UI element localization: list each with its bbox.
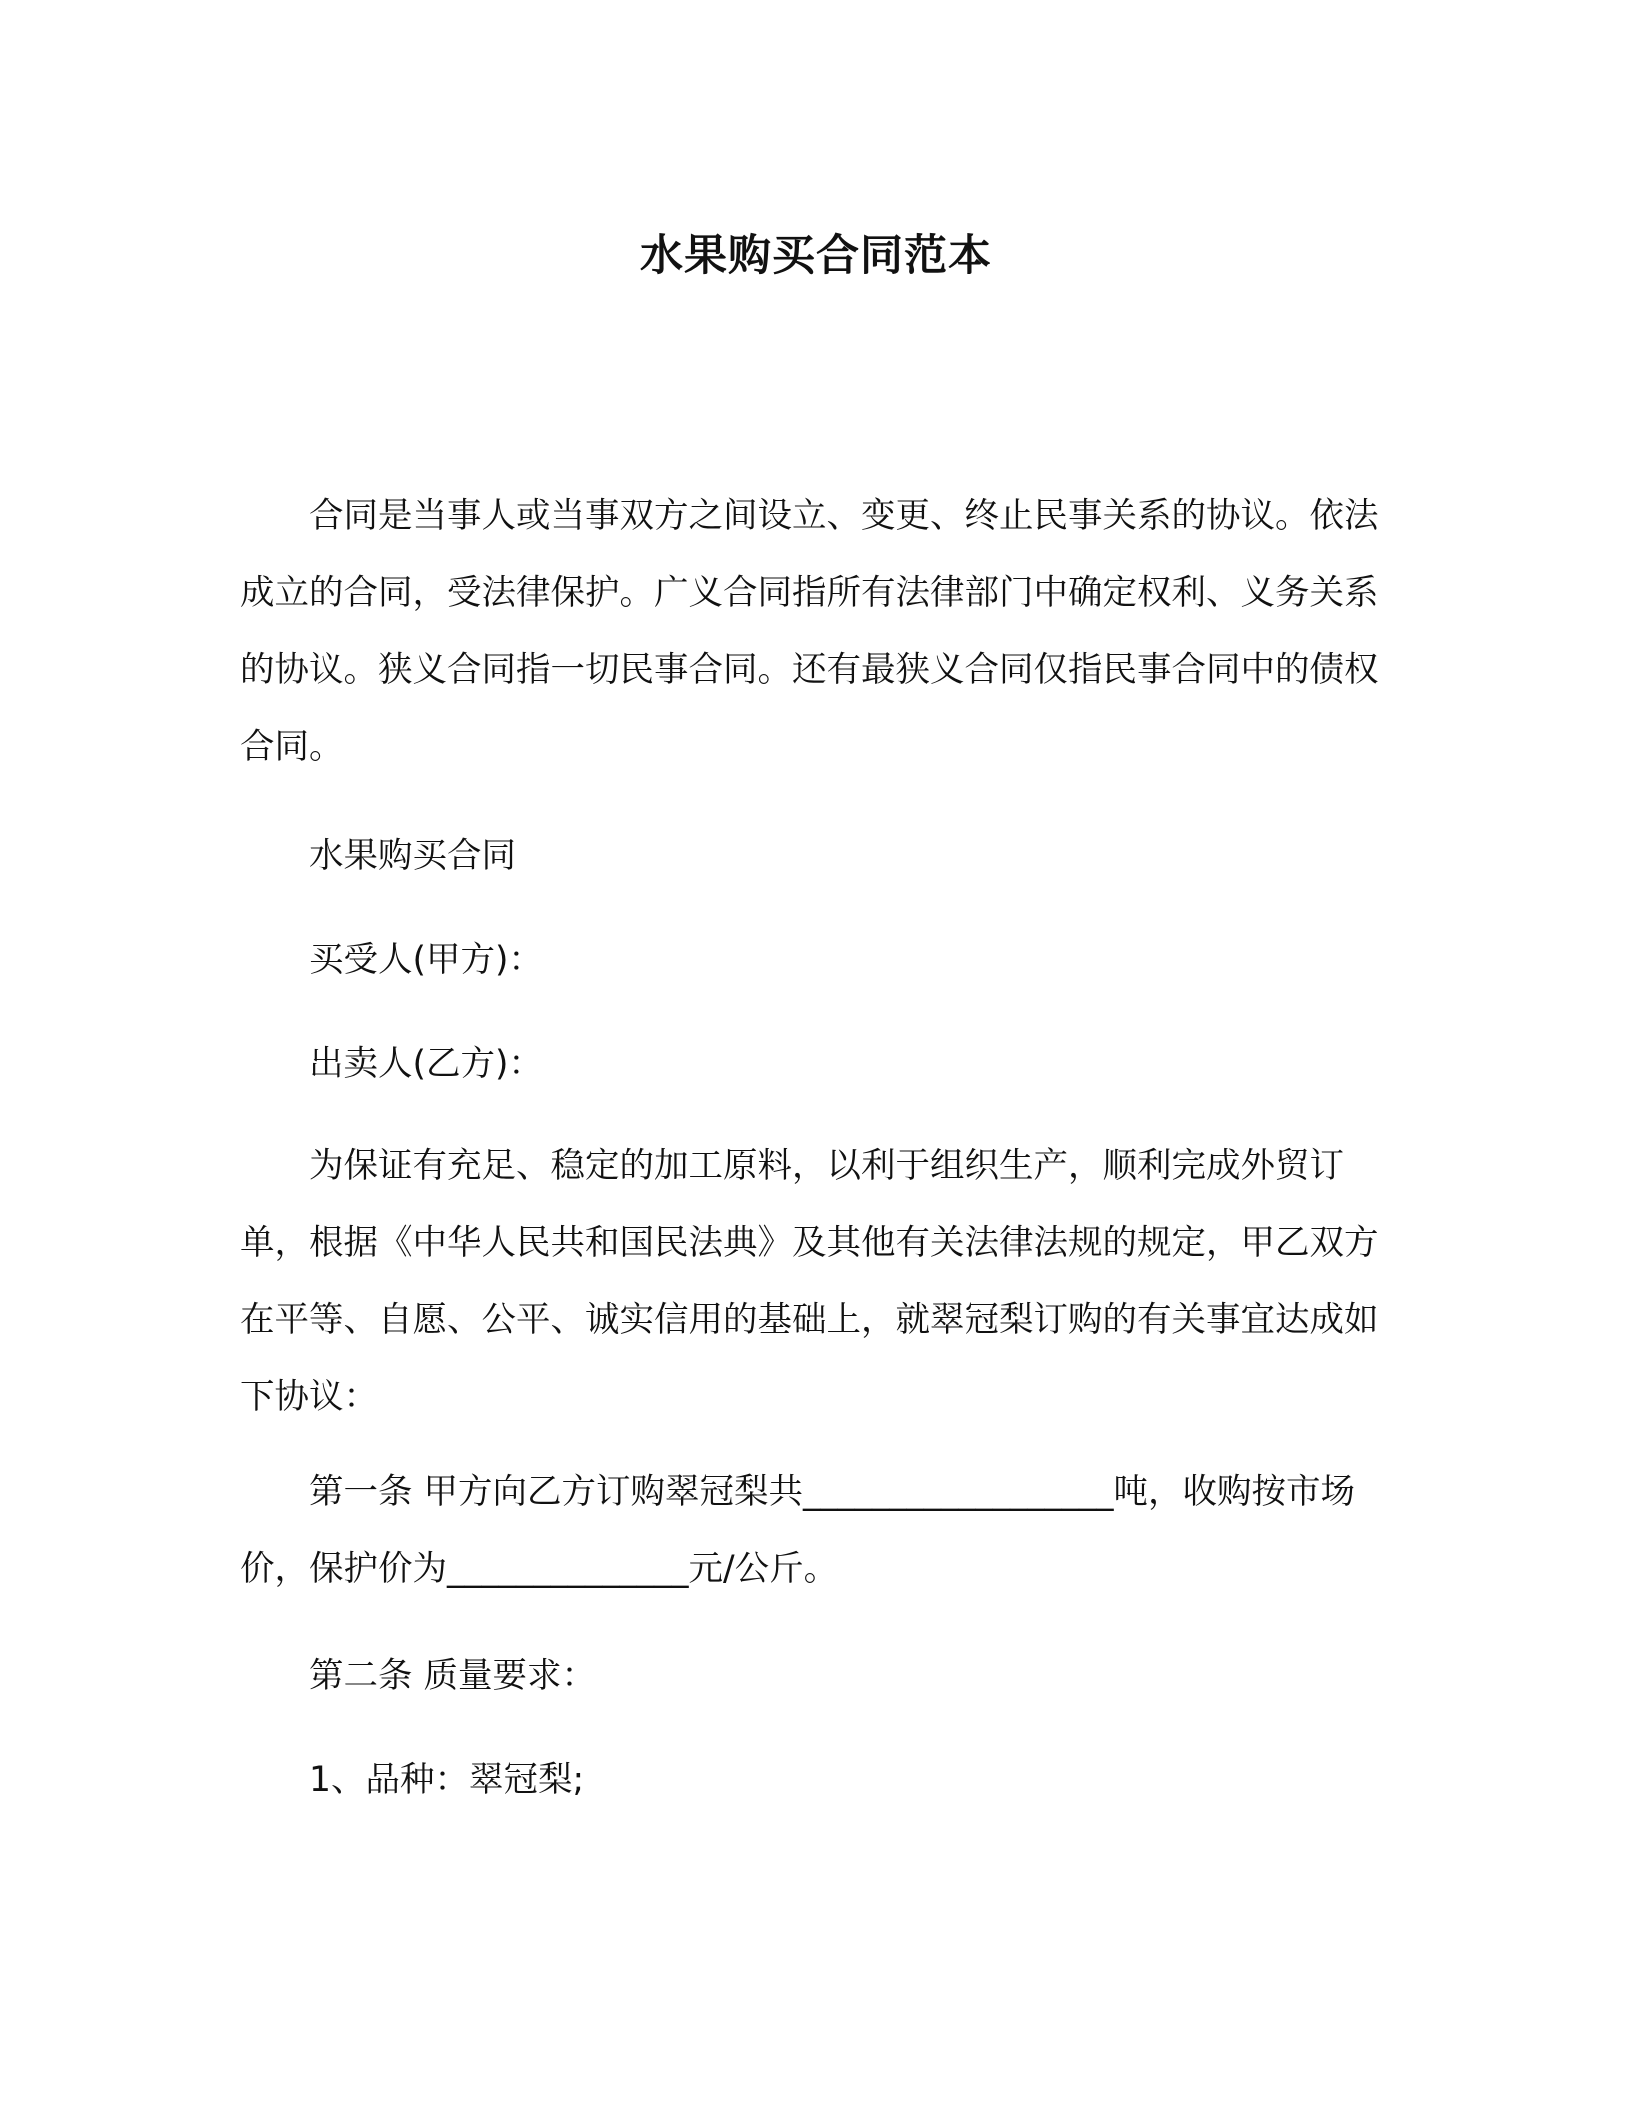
party-a-line — [240, 922, 1390, 999]
intro-paragraph — [240, 478, 1390, 786]
contract-heading — [240, 818, 1390, 895]
item-1-line — [240, 1742, 1390, 1819]
preamble-text: 为保证有充足、稳定的加工原料，以利于组织生产，顺利完成外贸订单，根据《中华人民共和国民法典》及其他有关法律法规的规定，甲乙双方在平等、自愿、公平、诚实信用的基础上，就翠冠梨订购的有关事宜达成如下协议： — [240, 1146, 1379, 1417]
intro-text: 合同是当事人或当事双方之间设立、变更、终止民事关系的协议。依法成立的合同，受法律保护。广义合同指所有法律部门中确定权利、义务关系的协议。狭义合同指一切民事合同。还有最狭义合同仅指民事合同中的债权合同。 — [240, 496, 1379, 767]
article-2-heading-text: 第二条 质量要求： — [309, 1656, 596, 1696]
document-title: 水果购买合同范本 — [640, 231, 992, 281]
item-1-text: 1、品种：翠冠梨; — [309, 1760, 585, 1800]
party-b-line — [240, 1026, 1390, 1103]
preamble-paragraph — [240, 1128, 1390, 1436]
party-b-label: 出卖人(乙方)： — [309, 1044, 543, 1084]
article-1-paragraph — [240, 1454, 1390, 1608]
article-2-heading — [240, 1638, 1390, 1715]
article-1-text: 第一条 甲方向乙方订购翠冠梨共__________________吨，收购按市场价，保护价为______________元/公斤。 — [240, 1472, 1355, 1589]
contract-heading-text: 水果购买合同 — [309, 836, 516, 876]
party-a-label: 买受人(甲方)： — [309, 940, 543, 980]
